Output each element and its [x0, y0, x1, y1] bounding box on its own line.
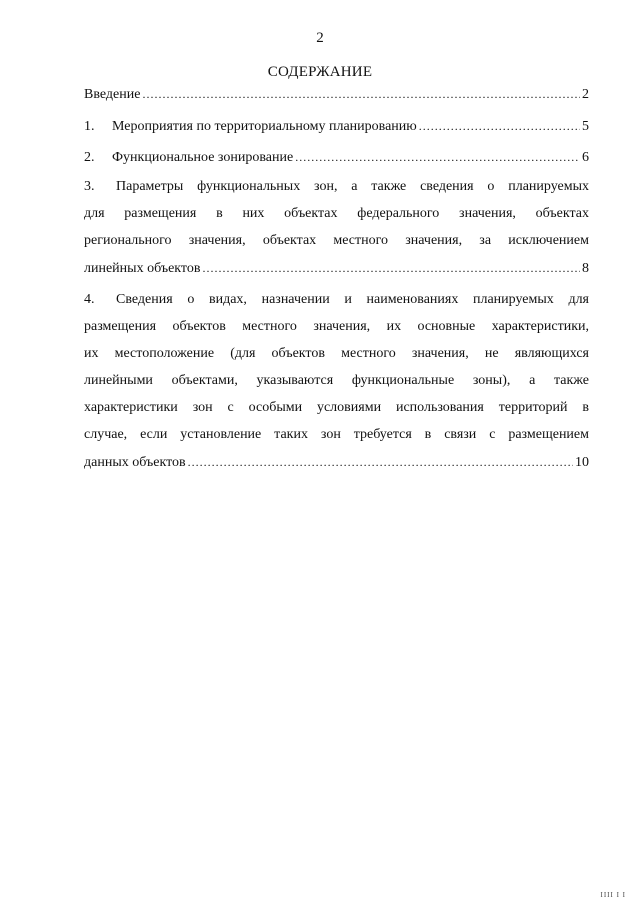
toc-entry-line: характеристики зон с особыми условиями использования территорий в: [84, 400, 589, 415]
toc-entry-text: Параметры функциональных зон, а также сведения о планируемых: [116, 179, 589, 194]
scan-footer-mark: IIII I I: [600, 891, 626, 899]
toc-entry-text: Функциональное зонирование: [112, 150, 294, 165]
toc-entry-number: 4.: [84, 292, 95, 307]
dot-leader: [295, 147, 580, 167]
toc-page-number: 5: [582, 119, 589, 134]
page-title: СОДЕРЖАНИЕ: [267, 64, 373, 80]
toc-entry-last-line: [84, 452, 589, 472]
toc-page-number: 8: [582, 261, 589, 276]
toc-entry-text: Сведения о видах, назначении и наименованиях планируемых для: [116, 292, 589, 307]
toc-page-number: 10: [575, 455, 589, 470]
toc-entry-line: линейными объектами, указываются функциональные зоны), а также: [84, 373, 589, 388]
toc-entry-line: размещения объектов местного значения, их основные характеристики,: [84, 319, 589, 334]
toc-entry-line: [84, 290, 589, 310]
toc-entry-last-line: [84, 258, 589, 278]
toc-entry-text: Введение: [84, 87, 141, 102]
dot-leader: [142, 84, 580, 104]
toc-entry-text: данных объектов: [84, 455, 186, 470]
toc-entry-number: 2.: [84, 150, 95, 165]
dot-leader: [202, 258, 580, 278]
toc-entry-number: 3.: [84, 179, 95, 194]
toc-entry-line: для размещения в них объектах федерального значения, объектах: [84, 206, 589, 221]
toc-entry-line: регионального значения, объектах местного значения, за исключением: [84, 233, 589, 248]
toc-entry-introduction[interactable]: [84, 84, 589, 104]
dot-leader: [188, 452, 573, 472]
toc-entry-line: случае, если установление таких зон требуется в связи с размещением: [84, 427, 589, 442]
toc-page-number: 2: [582, 87, 589, 102]
toc-entry-text: линейных объектов: [84, 261, 201, 276]
page-number: 2: [316, 30, 324, 46]
toc-entry-text: Мероприятия по территориальному планированию: [112, 119, 417, 134]
toc-entry-number: 1.: [84, 119, 95, 134]
toc-entry-1[interactable]: [84, 116, 589, 136]
toc-page-number: 6: [582, 150, 589, 165]
dot-leader: [419, 116, 580, 136]
toc-entry-2[interactable]: [84, 147, 589, 167]
toc-entry-line: [84, 177, 589, 197]
toc-entry-line: их местоположение (для объектов местного значения, не являющихся: [84, 346, 589, 361]
